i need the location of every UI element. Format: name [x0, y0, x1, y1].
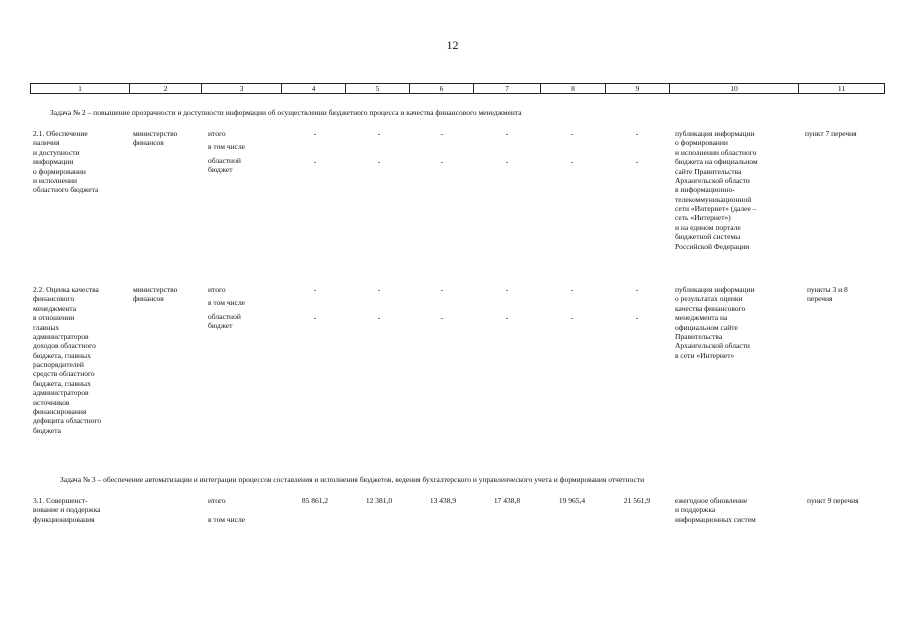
header-col-6: 6 [410, 84, 474, 93]
row-2-1-reference: пункт 7 перечня [805, 129, 857, 138]
row-3-1-total-1: 85 861,2 [301, 496, 329, 505]
row-2-2-regional-5: - [570, 313, 574, 322]
header-col-8: 8 [541, 84, 606, 93]
row-2-1-result: публикация информации о формировании и исполнении областного бюджета на официальном сайте Правительства Архангельской области в информационно- телекоммуникационной сети «Интернет» (далее – сеть «Интернет») и на едином портале бюджетной системы Российской Федерации [675, 129, 758, 251]
task-3-title: Задача № 3 – обеспечение автоматизации и интеграции процессов составления и исполнения бюджетов, ведения бухгалтерского и управленческого учета и формирования отчетности [60, 475, 645, 484]
row-2-1-total-3: - [440, 129, 444, 138]
row-2-1-source: итого в том числе областной бюджет [208, 129, 246, 175]
row-2-2-regional-1: - [313, 313, 317, 322]
header-col-3: 3 [202, 84, 282, 93]
row-2-2-total-3: - [440, 285, 444, 294]
row-3-1-source: итого в том числе [208, 496, 246, 525]
row-2-1-regional-5: - [570, 157, 574, 166]
row-2-2-total-5: - [570, 285, 574, 294]
row-2-2-total-1: - [313, 285, 317, 294]
page-number: 12 [446, 38, 459, 52]
row-3-1-total-6: 21 561,9 [623, 496, 651, 505]
row-2-2-executor: министерство финансов [133, 285, 178, 304]
row-2-1-name: 2.1. Обеспечение наличия и доступности информации о формировании и исполнении областного бюджета [33, 129, 99, 195]
row-2-1-regional-2: - [377, 157, 381, 166]
row-2-1-total-4: - [505, 129, 509, 138]
row-3-1-total-2: 12 381,0 [365, 496, 393, 505]
row-2-1-total-6: - [635, 129, 639, 138]
header-col-9: 9 [606, 84, 670, 93]
row-2-1-regional-4: - [505, 157, 509, 166]
row-3-1-result: ежегодное обновление и поддержка информационных систем [675, 496, 756, 524]
row-2-2-regional-3: - [440, 313, 444, 322]
row-2-2-regional-2: - [377, 313, 381, 322]
row-2-2-reference: пункты 3 и 8 перечня [807, 285, 848, 304]
row-2-2-regional-4: - [505, 313, 509, 322]
row-2-1-regional-3: - [440, 157, 444, 166]
row-2-1-executor: министерство финансов [133, 129, 178, 148]
row-2-2-regional-6: - [635, 313, 639, 322]
row-2-2-result: публикация информации о результатах оценки качества финансового менеджмента на официальном сайте Правительства Архангельской области в сети «Интернет» [675, 285, 755, 360]
row-2-1-regional-1: - [313, 157, 317, 166]
header-col-2: 2 [130, 84, 202, 93]
header-col-1: 1 [31, 84, 130, 93]
row-3-1-total-5: 19 965,4 [558, 496, 586, 505]
row-3-1-total-4: 17 438,8 [493, 496, 521, 505]
row-3-1-total-3: 13 438,9 [429, 496, 457, 505]
row-2-2-total-6: - [635, 285, 639, 294]
row-2-2-name: 2.2. Оценка качества финансового менеджмента в отношении главных администраторов доходов областного бюджета, главных распорядителей средств областного бюджета, главных администраторов источников финансирования дефицита областного бюджета [33, 285, 102, 435]
row-3-1-name: 3.1. Совершенст- вование и поддержка функционирования [33, 496, 101, 524]
row-2-1-total-1: - [313, 129, 317, 138]
header-col-10: 10 [670, 84, 799, 93]
row-2-2-total-4: - [505, 285, 509, 294]
header-col-4: 4 [282, 84, 346, 93]
row-2-1-total-2: - [377, 129, 381, 138]
row-3-1-reference: пункт 9 перечня [807, 496, 859, 505]
row-2-2-total-2: - [377, 285, 381, 294]
row-2-1-regional-6: - [635, 157, 639, 166]
header-col-5: 5 [346, 84, 410, 93]
row-2-2-source: итого в том числе областной бюджет [208, 285, 246, 331]
header-col-7: 7 [474, 84, 541, 93]
table-header-row [30, 83, 885, 94]
row-2-1-total-5: - [570, 129, 574, 138]
header-col-11: 11 [837, 84, 846, 93]
task-2-title: Задача № 2 – повышение прозрачности и доступности информации об осуществлении бюджетного процесса и качества финансового менеджмента [50, 108, 522, 117]
